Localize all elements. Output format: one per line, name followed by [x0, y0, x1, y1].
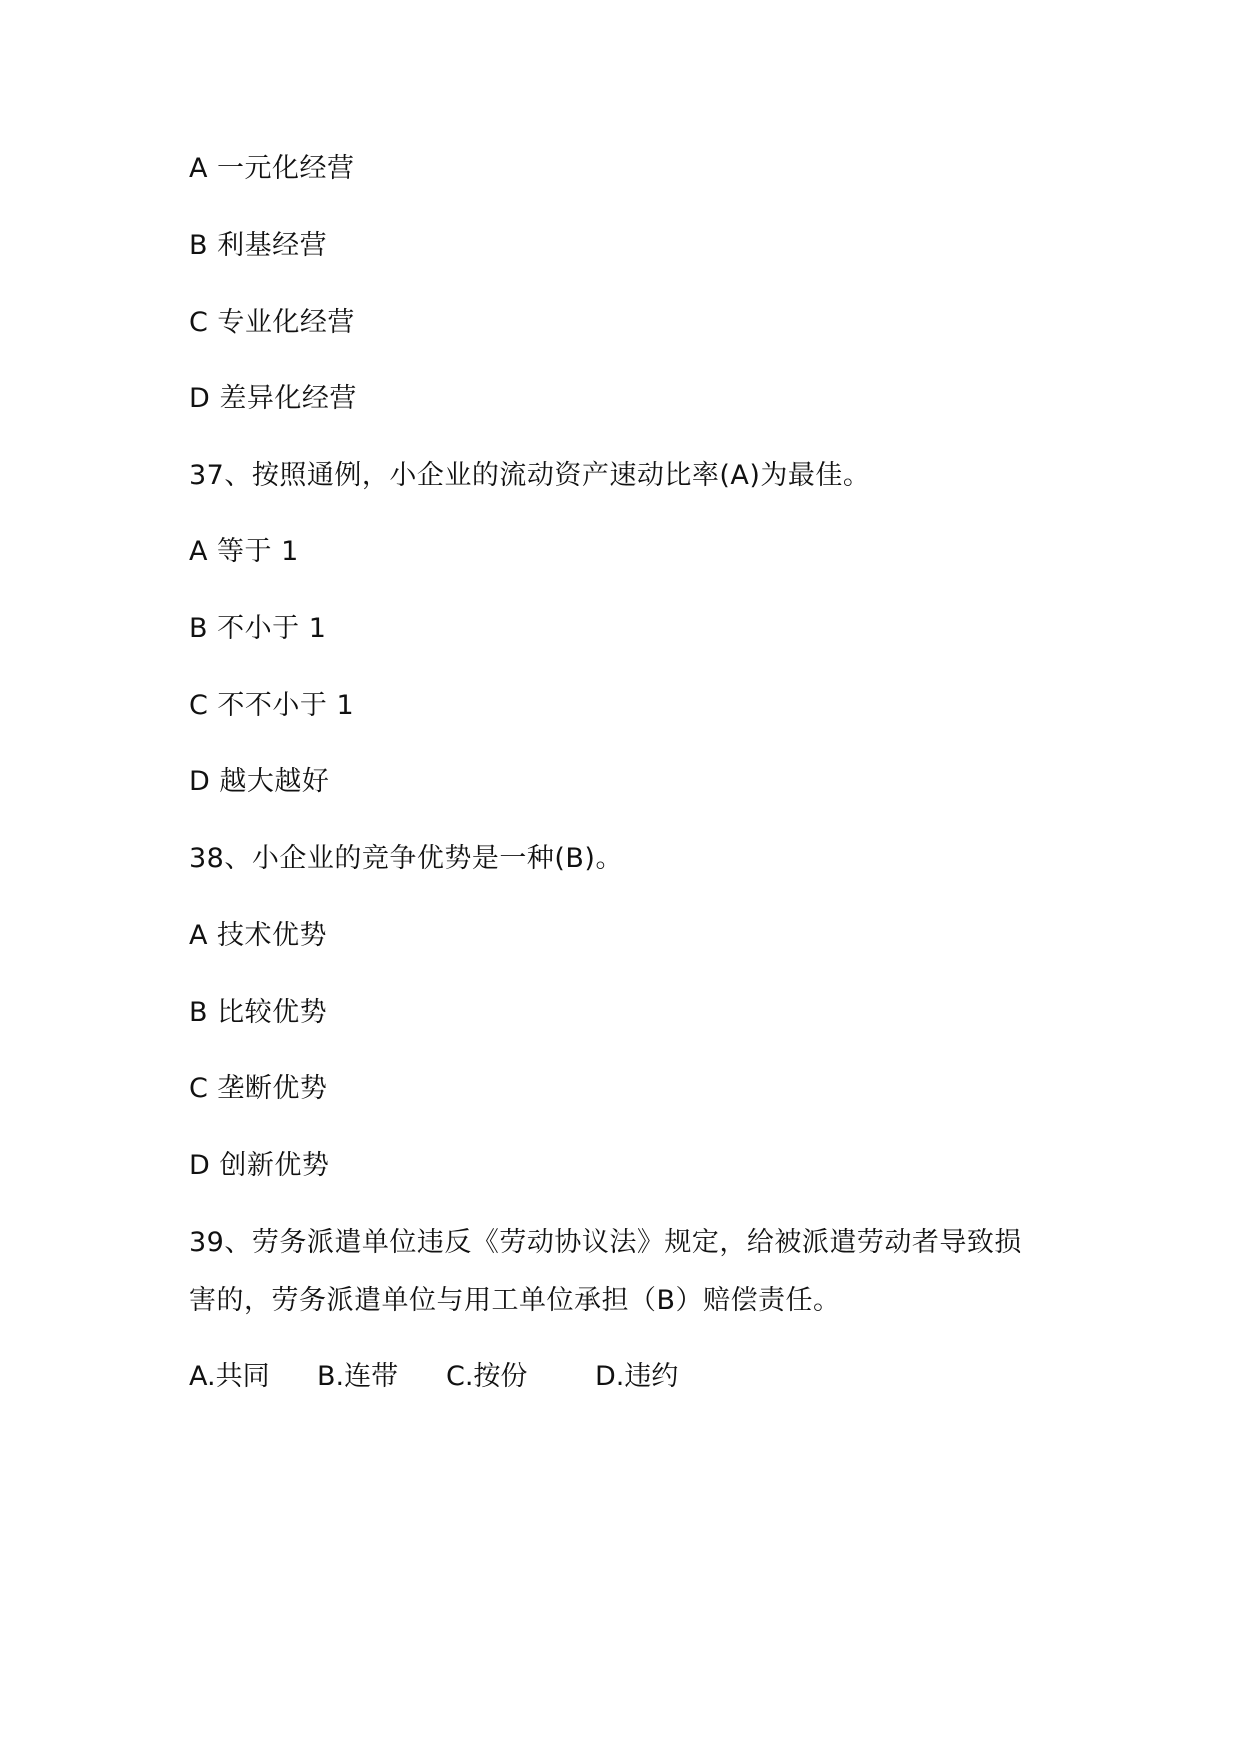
q37-question: 37、按照通例，小企业的流动资产速动比率(A)为最佳。 — [189, 460, 871, 491]
q37-option-d: D 越大越好 — [189, 766, 330, 797]
q39-option-a: A.共同 — [189, 1361, 270, 1392]
q37-option-b: B 不小于 1 — [189, 613, 327, 644]
q37-option-a: A 等于 1 — [189, 536, 299, 567]
q36-option-c: C 专业化经营 — [189, 307, 355, 338]
q36-option-d: D 差异化经营 — [189, 383, 357, 414]
q36-option-b: B 利基经营 — [189, 230, 328, 261]
q39-option-b: B.连带 — [317, 1361, 399, 1392]
q39-option-c: C.按份 — [446, 1361, 528, 1392]
q38-option-b: B 比较优势 — [189, 997, 328, 1028]
q39-question-line1: 39、劳务派遣单位违反《劳动协议法》规定，给被派遣劳动者导致损 — [189, 1227, 1022, 1258]
q38-question: 38、小企业的竞争优势是一种(B)。 — [189, 843, 623, 874]
q37-option-c: C 不不小于 1 — [189, 690, 355, 721]
q38-option-c: C 垄断优势 — [189, 1073, 328, 1104]
q38-option-d: D 创新优势 — [189, 1150, 330, 1181]
q39-question-line2: 害的，劳务派遣单位与用工单位承担（B）赔偿责任。 — [189, 1285, 841, 1316]
q36-option-a: A 一元化经营 — [189, 153, 355, 184]
q38-option-a: A 技术优势 — [189, 920, 328, 951]
q39-options-row — [189, 1360, 789, 1394]
q39-option-d: D.违约 — [595, 1361, 679, 1392]
